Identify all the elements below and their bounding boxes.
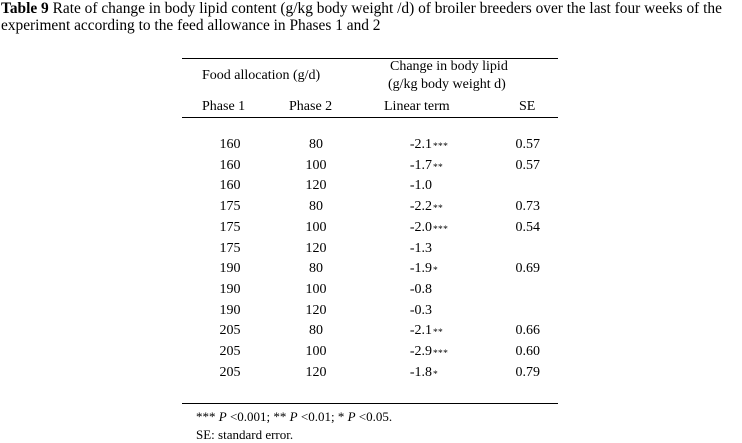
- cell-phase-2: 80: [309, 137, 323, 152]
- cell-linear-term: -1.7: [409, 158, 432, 173]
- cell-se: 0.57: [515, 137, 540, 152]
- cell-phase-1: 160: [219, 178, 241, 193]
- cell-phase-1: 160: [219, 137, 241, 152]
- cell-linear-term: -1.3: [409, 241, 432, 256]
- cell-linear-term: -1.9: [409, 261, 432, 276]
- cell-significance: **: [433, 163, 444, 173]
- caption-text: Rate of change in body lipid content (g/kg body weight /d) of broiler breeders over the last four weeks of the experiment according to the feed allowance in Phases 1 and 2: [1, 0, 722, 34]
- cell-phase-2: 100: [305, 158, 327, 173]
- header-units: (g/kg body weight d): [388, 77, 506, 92]
- cell-phase-2: 80: [309, 323, 323, 338]
- cell-significance: *: [433, 370, 439, 380]
- cell-phase-1: 190: [219, 261, 241, 276]
- cell-se: 0.73: [515, 199, 540, 214]
- cell-phase-1: 190: [219, 282, 241, 297]
- cell-linear-term: -1.0: [409, 178, 432, 193]
- bottom-rule: [182, 403, 558, 404]
- header-change-body-lipid: Change in body lipid: [390, 59, 508, 74]
- cell-phase-2: 120: [305, 303, 327, 318]
- cell-se: 0.60: [515, 344, 540, 359]
- cell-significance: ***: [433, 142, 449, 152]
- cell-linear-term: -2.0: [409, 220, 432, 235]
- cell-phase-1: 205: [219, 365, 241, 380]
- se-footnote: SE: standard error.: [196, 427, 294, 442]
- cell-significance: **: [433, 328, 444, 338]
- cell-se: 0.79: [515, 365, 540, 380]
- header-se: SE: [519, 99, 536, 114]
- cell-linear-term: -2.1: [409, 137, 432, 152]
- cell-phase-1: 175: [219, 220, 241, 235]
- cell-significance: *: [433, 266, 439, 276]
- cell-linear-term: -0.3: [409, 303, 432, 318]
- header-linear-term: Linear term: [384, 99, 450, 114]
- significance-footnote: [196, 409, 392, 424]
- cell-phase-2: 120: [305, 178, 327, 193]
- table-caption: [1, 0, 741, 34]
- footnote-p-3: P: [347, 409, 356, 424]
- header-phase-1: Phase 1: [202, 99, 246, 114]
- table-label: Table 9: [1, 0, 49, 17]
- cell-phase-1: 160: [219, 158, 241, 173]
- cell-phase-2: 80: [309, 261, 323, 276]
- footnote-value-1: <0.001;: [226, 409, 274, 424]
- cell-phase-2: 120: [305, 241, 327, 256]
- header-phase-2: Phase 2: [289, 99, 333, 114]
- cell-linear-term: -2.1: [409, 323, 432, 338]
- cell-phase-1: 175: [219, 199, 241, 214]
- footnote-p-2: P: [289, 409, 298, 424]
- cell-phase-2: 100: [305, 282, 327, 297]
- cell-phase-1: 190: [219, 303, 241, 318]
- footnote-stars-2: **: [273, 409, 287, 424]
- cell-phase-1: 205: [219, 344, 241, 359]
- cell-se: 0.57: [515, 158, 540, 173]
- cell-significance: ***: [433, 349, 449, 359]
- cell-phase-2: 120: [305, 365, 327, 380]
- cell-phase-2: 100: [305, 344, 327, 359]
- cell-linear-term: -1.8: [409, 365, 432, 380]
- cell-phase-1: 175: [219, 241, 241, 256]
- cell-linear-term: -2.2: [409, 199, 432, 214]
- cell-linear-term: -0.8: [409, 282, 432, 297]
- cell-se: 0.66: [515, 323, 540, 338]
- footnote-stars-1: ***: [196, 409, 216, 424]
- cell-phase-2: 100: [305, 220, 327, 235]
- cell-phase-1: 205: [219, 323, 241, 338]
- cell-significance: **: [433, 204, 444, 214]
- header-rule: [182, 117, 558, 118]
- cell-phase-2: 80: [309, 199, 323, 214]
- footnote-value-2: <0.01;: [297, 409, 338, 424]
- footnote-p-1: P: [218, 409, 227, 424]
- footnote-stars-3: *: [337, 409, 345, 424]
- cell-significance: ***: [433, 225, 449, 235]
- header-food-allocation: Food allocation (g/d): [202, 68, 321, 83]
- cell-se: 0.69: [515, 261, 540, 276]
- footnote-value-3: <0.05.: [355, 409, 393, 424]
- cell-linear-term: -2.9: [409, 344, 432, 359]
- cell-se: 0.54: [515, 220, 540, 235]
